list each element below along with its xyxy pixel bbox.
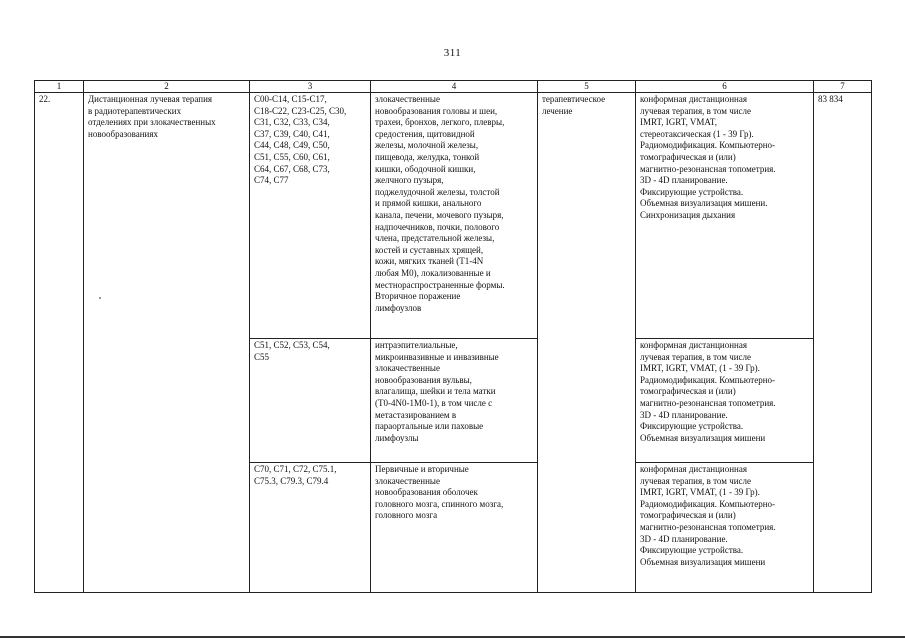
cost-cell <box>814 93 872 593</box>
treatment-method: конформная дистанционная лучевая терапия, в том числе IMRT, IGRT, VMAT, стереотаксическая (1 - 39 Гр). Радиомодификация. Компьютерно- томографическая и (или) магнитно-резонансная топометрия. 3D - 4D планирование. Фиксирующие устройства. Объемная визуализация мишени. Синхронизация дыхания <box>640 94 776 220</box>
service-name-cell <box>84 93 250 593</box>
service-name: Дистанционная лучевая терапия в радиотерапевтических отделениях при злокачественных новообразованиях <box>88 94 216 139</box>
table-body <box>35 93 872 593</box>
treatment-method-cell <box>636 339 814 463</box>
icd-codes: C00-C14, C15-C17, C18-C22, C23-C25, C30, C31, C32, C33, C34, C37, C39, C40, C41, C44, C48, C49, C50, C51, C55, C60, C61, C64, C67, C68, C73, C74, C77 <box>254 94 347 186</box>
header-col-1: 1 <box>35 81 84 93</box>
scan-speck <box>99 297 101 299</box>
diagnosis: Первичные и вторичные злокачественные новообразования оболочек головного мозга, спинного мозга, головного мозга <box>375 464 504 521</box>
header-col-4: 4 <box>371 81 538 93</box>
diagnosis: интраэпителиальные, микроинвазивные и инвазивные злокачественные новообразования вульвы, влагалища, шейки и тела матки (T0-4N0-1M0-1), в том числе с метастазированием в параортальные или паховые лимфоузлы <box>375 340 499 443</box>
row-number-cell <box>35 93 84 593</box>
icd-codes-cell <box>250 339 371 463</box>
treatment-method: конформная дистанционная лучевая терапия, в том числе IMRT, IGRT, VMAT, (1 - 39 Гр). Радиомодификация. Компьютерно- томографическая и (или) магнитно-резонансная топометрия. 3D - 4D планирование. Фиксирующие устройства. Объемная визуализация мишени <box>640 464 776 567</box>
header-col-6: 6 <box>636 81 814 93</box>
tariff-table <box>34 80 872 593</box>
row-number: 22. <box>39 94 51 104</box>
icd-codes: C51, C52, C53, C54, C55 <box>254 340 330 362</box>
diagnosis: злокачественные новообразования головы и шеи, трахеи, бронхов, легкого, плевры, средостения, щитовидной железы, молочной железы, пищевода, желудка, тонкой кишки, ободочной кишки, желчного пузыря, поджелудочной железы, толстой и прямой кишки, анального канала, печени, мочевого пузыря, надпочечников, почки, полового члена, предстательной железы, костей и суставных хрящей, кожи, мягких тканей (T1-4N любая M0), локализованные и местнораспространенные формы. Вторичное поражение лимфоузлов <box>375 94 505 313</box>
header-col-7: 7 <box>814 81 872 93</box>
treatment-type-cell <box>538 93 636 593</box>
treatment-method-cell <box>636 93 814 339</box>
table-header <box>35 81 872 93</box>
diagnosis-cell <box>371 93 538 339</box>
header-row <box>35 81 872 93</box>
scan-bottom-edge <box>0 636 905 638</box>
icd-codes-cell <box>250 93 371 339</box>
treatment-method: конформная дистанционная лучевая терапия, в том числе IMRT, IGRT, VMAT, (1 - 39 Гр). Радиомодификация. Компьютерно- томографическая и (или) магнитно-резонансная топометрия. 3D - 4D планирование. Фиксирующие устройства. Объемная визуализация мишени <box>640 340 776 443</box>
icd-codes: C70, C71, C72, C75.1, C75.3, C79.3, C79.4 <box>254 464 337 486</box>
treatment-method-cell <box>636 463 814 593</box>
cost-value: 83 834 <box>818 94 843 104</box>
icd-codes-cell <box>250 463 371 593</box>
page-number: 311 <box>443 47 462 59</box>
diagnosis-cell <box>371 339 538 463</box>
header-col-3: 3 <box>250 81 371 93</box>
treatment-type: терапевтическое лечение <box>542 94 606 116</box>
table-row <box>35 93 872 339</box>
header-col-5: 5 <box>538 81 636 93</box>
diagnosis-cell <box>371 463 538 593</box>
header-col-2: 2 <box>84 81 250 93</box>
